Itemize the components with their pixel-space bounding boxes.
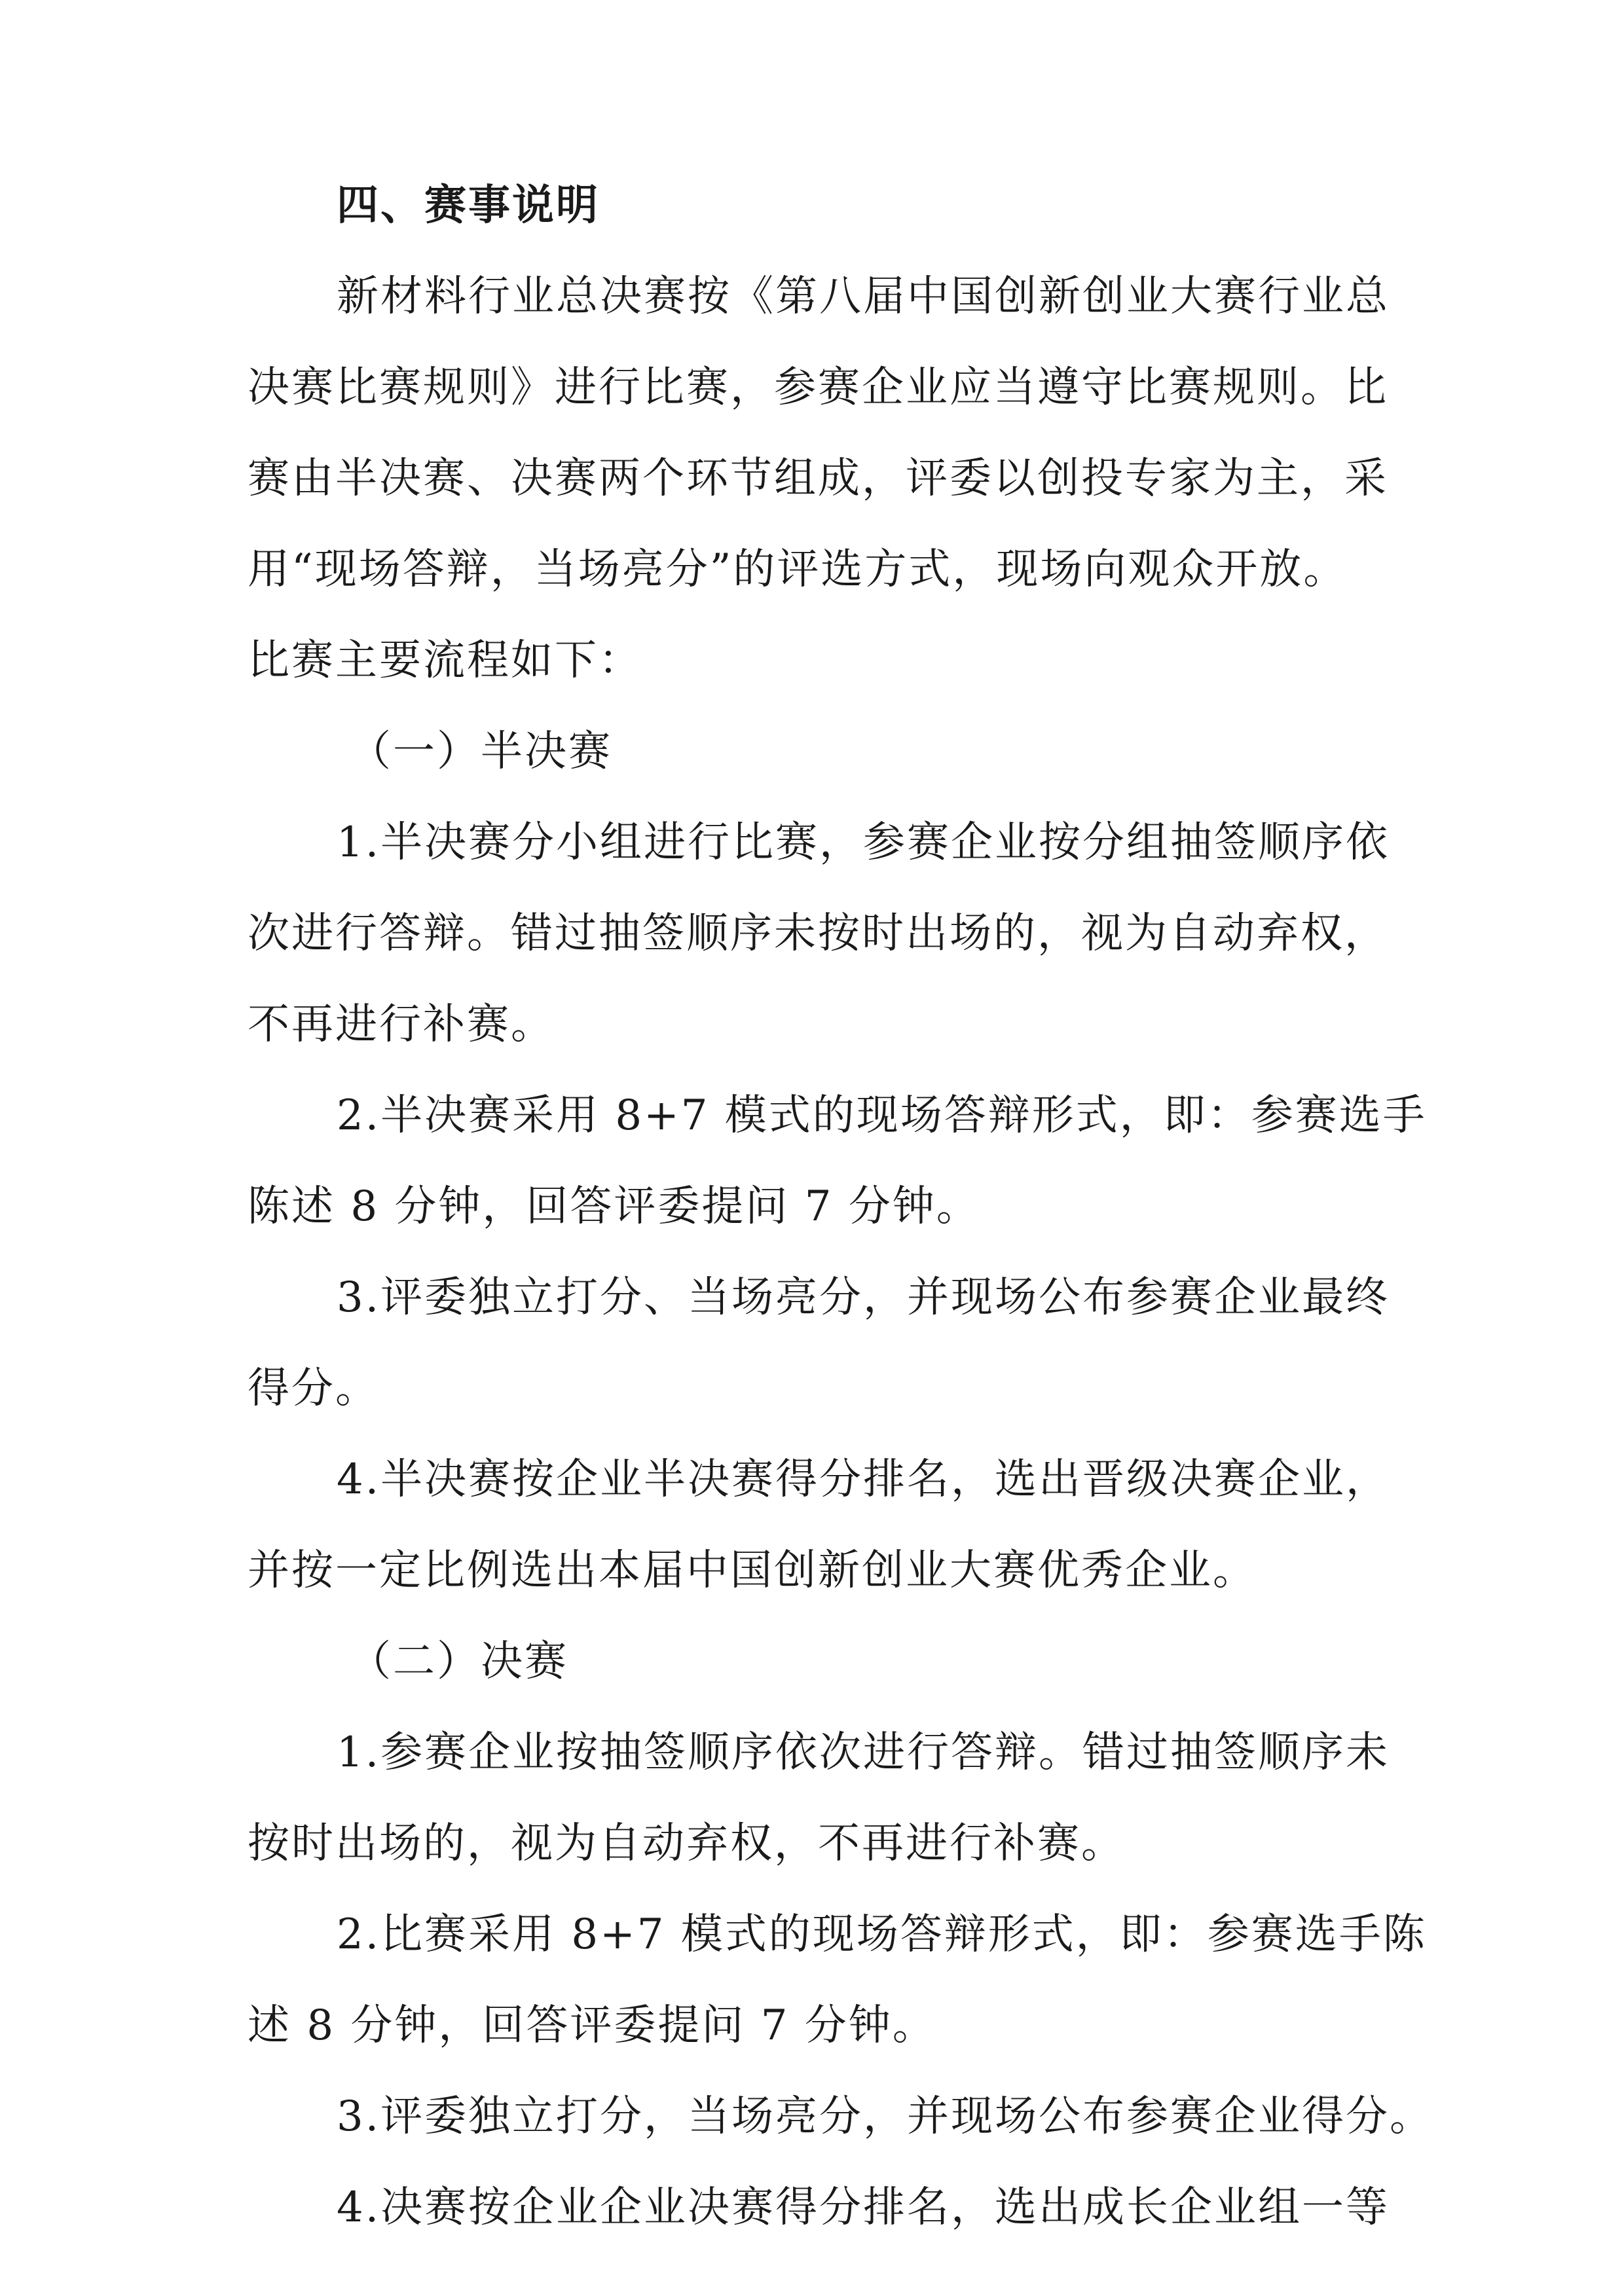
paragraph-line: 得分。 <box>248 1364 379 1413</box>
paragraph-line: 4.决赛按企业企业决赛得分排名，选出成长企业组一等 <box>337 2183 1390 2232</box>
paragraph-line: 赛由半决赛、决赛两个环节组成，评委以创投专家为主，采 <box>248 454 1388 503</box>
paragraph-line: 2.半决赛采用 8+7 模式的现场答辩形式，即：参赛选手 <box>337 1091 1427 1140</box>
final-item-4 <box>248 2162 1390 2253</box>
semifinal-item-1 <box>248 797 1390 1070</box>
paragraph-line: 比赛主要流程如下： <box>248 636 642 685</box>
document-body <box>248 160 1434 2253</box>
paragraph-line: 用“现场答辩，当场亮分”的评选方式，现场向观众开放。 <box>248 545 1348 594</box>
final-item-1 <box>248 1707 1390 1889</box>
semifinal-item-4 <box>248 1434 1390 1616</box>
paragraph-line: 按时出场的，视为自动弃权，不再进行补赛。 <box>248 1819 1125 1868</box>
paragraph-line: 决赛比赛规则》进行比赛，参赛企业应当遵守比赛规则。比 <box>248 363 1388 412</box>
semifinal-item-3 <box>248 1252 1390 1434</box>
final-item-2 <box>248 1889 1427 2071</box>
intro-paragraph <box>248 251 1390 706</box>
paragraph-line: 不再进行补赛。 <box>248 1000 555 1049</box>
paragraph-line: 陈述 8 分钟，回答评委提问 7 分钟。 <box>248 1182 980 1231</box>
paragraph-line: 新材料行业总决赛按《第八届中国创新创业大赛行业总 <box>337 272 1390 321</box>
paragraph-line: 1.参赛企业按抽签顺序依次进行答辩。错过抽签顺序未 <box>337 1728 1390 1777</box>
paragraph-line: 述 8 分钟，回答评委提问 7 分钟。 <box>248 2001 936 2050</box>
semifinal-item-2 <box>248 1070 1427 1252</box>
subsection-title-semifinal: （一）半决赛 <box>349 727 612 776</box>
paragraph-line: 次进行答辩。错过抽签顺序未按时出场的，视为自动弃权， <box>248 909 1388 958</box>
subsection-title-final: （二）决赛 <box>349 1637 568 1686</box>
paragraph-line: 3.评委独立打分、当场亮分，并现场公布参赛企业最终 <box>337 1273 1390 1322</box>
paragraph-line: 并按一定比例选出本届中国创新创业大赛优秀企业。 <box>248 1546 1257 1595</box>
section-heading: 四、赛事说明 <box>337 181 600 230</box>
final-item-3 <box>248 2071 1434 2162</box>
paragraph-line: 4.半决赛按企业半决赛得分排名，选出晋级决赛企业， <box>337 1455 1390 1504</box>
paragraph-line: 2.比赛采用 8+7 模式的现场答辩形式，即：参赛选手陈 <box>337 1910 1427 1959</box>
paragraph-line: 3.评委独立打分，当场亮分，并现场公布参赛企业得分。 <box>337 2092 1434 2141</box>
paragraph-line: 1.半决赛分小组进行比赛，参赛企业按分组抽签顺序依 <box>337 818 1390 867</box>
